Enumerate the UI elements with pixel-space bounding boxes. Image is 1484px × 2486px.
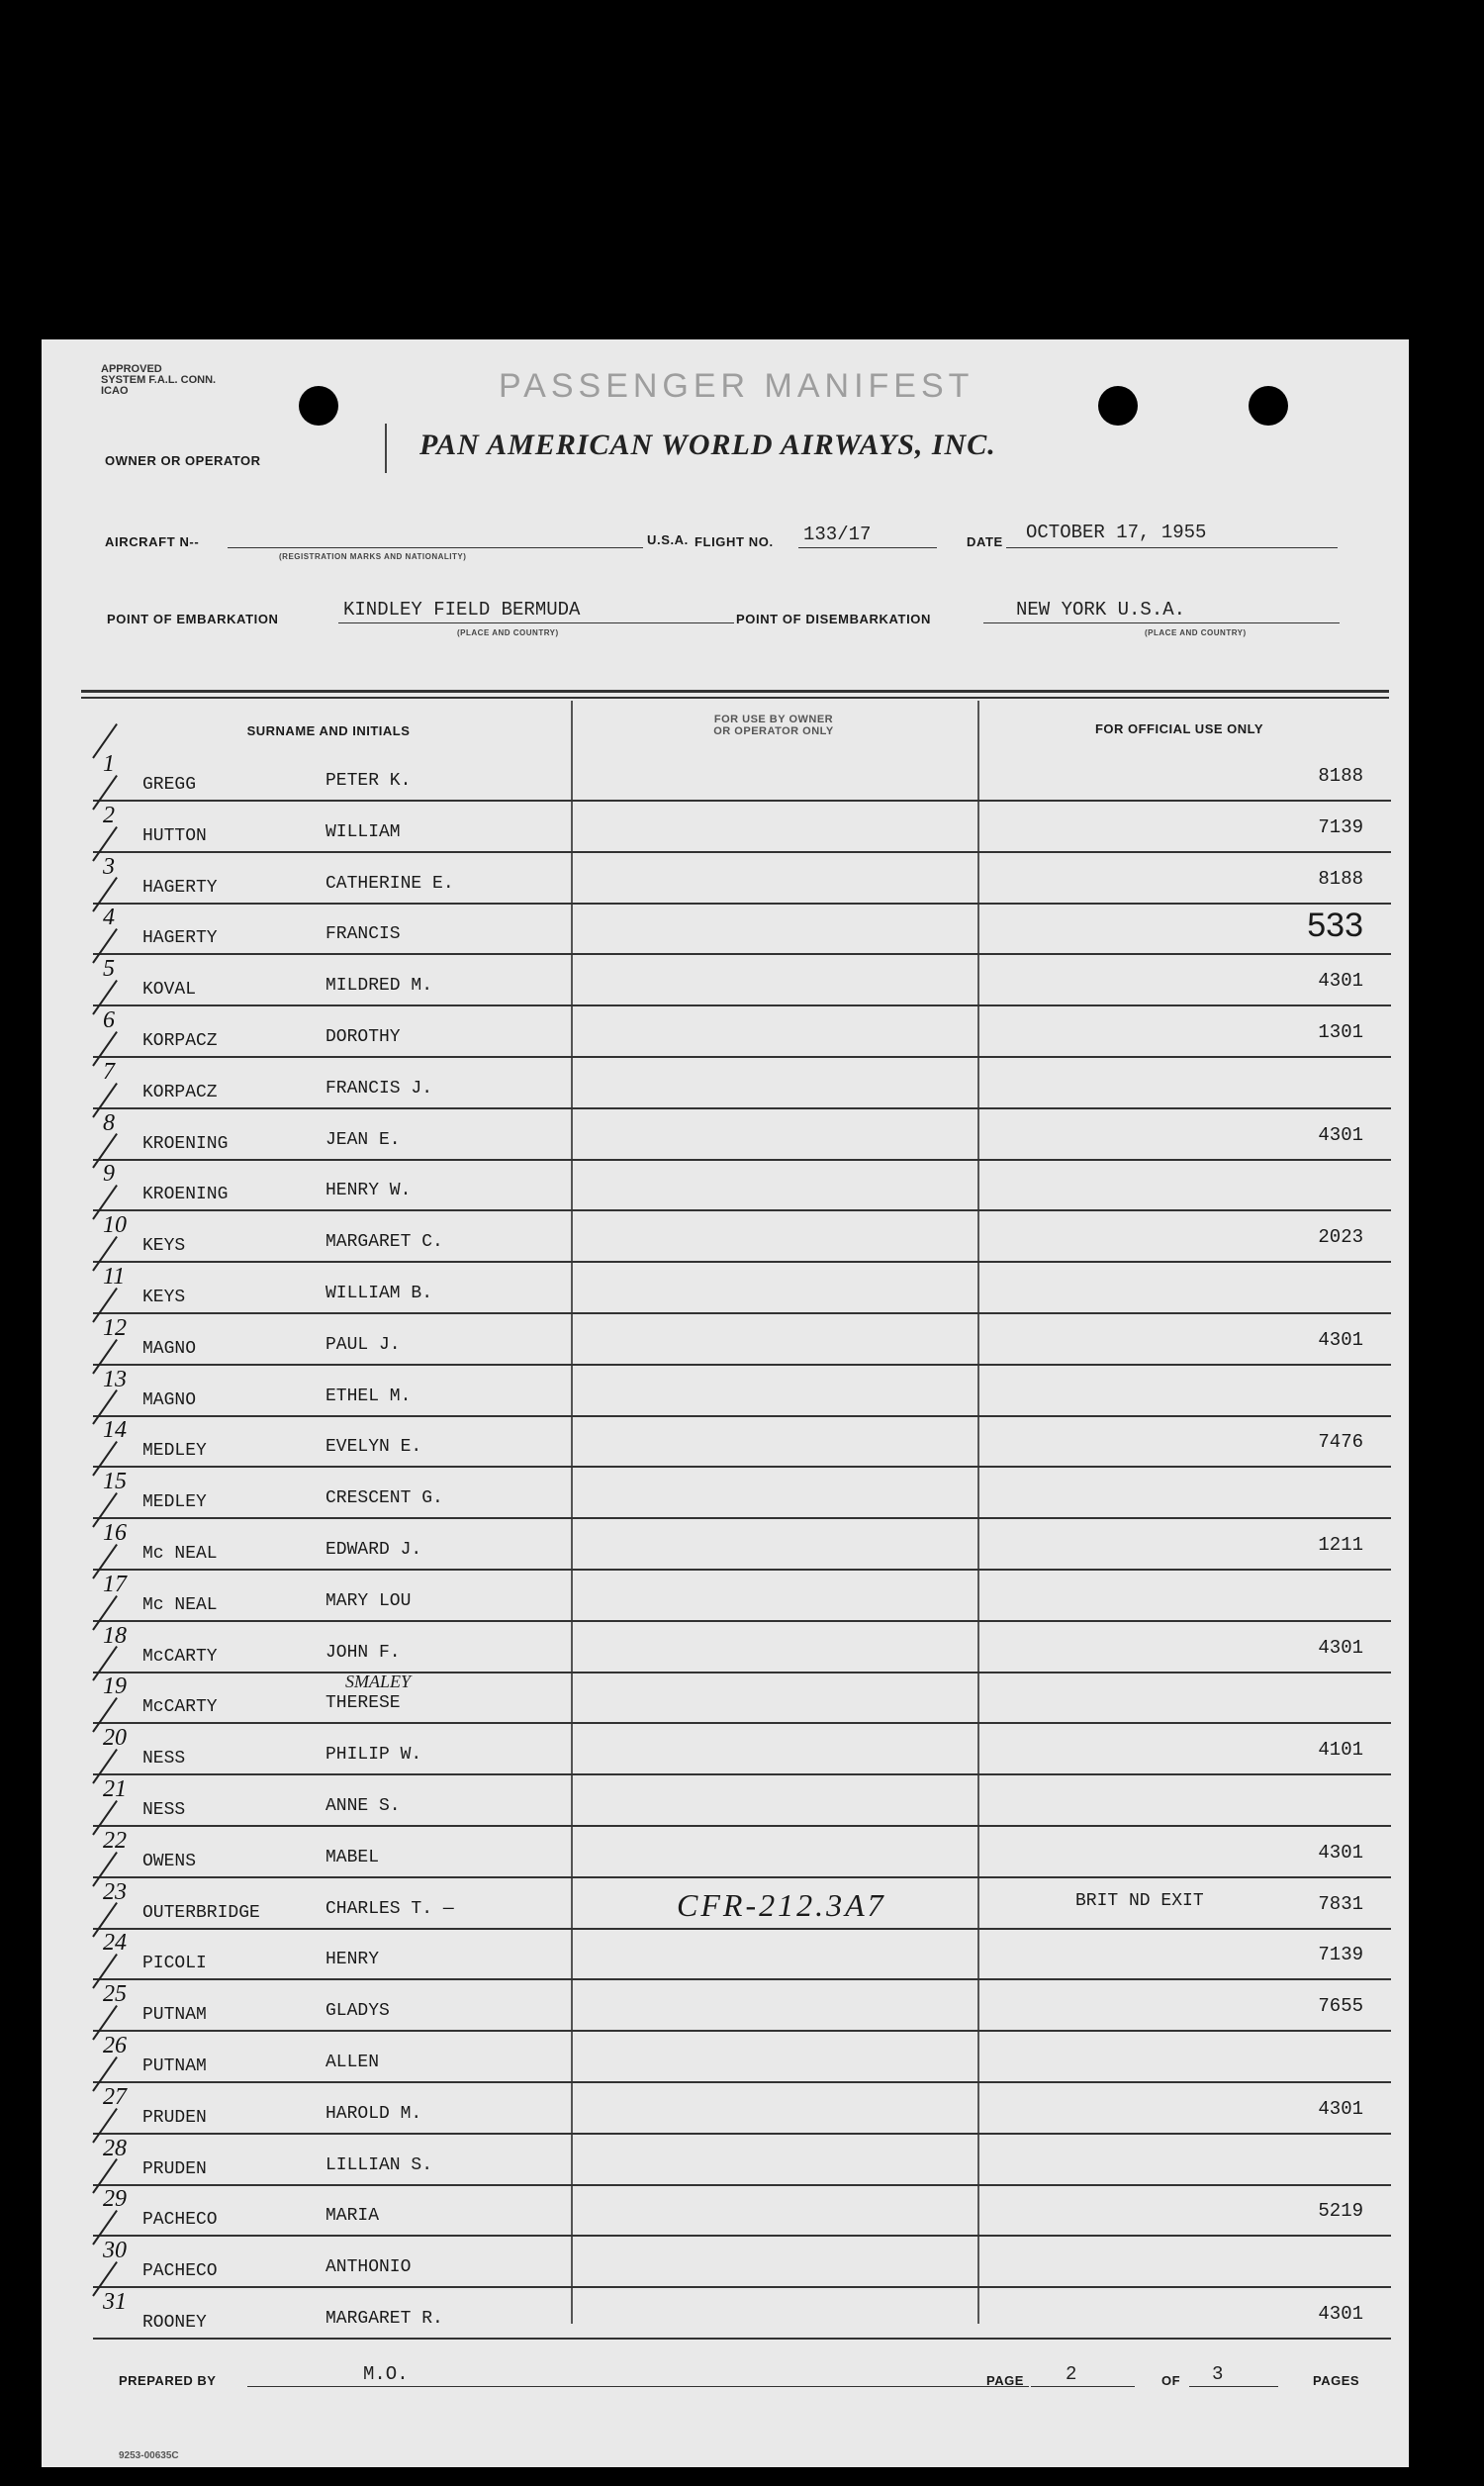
given-names: HENRY xyxy=(325,1950,380,1970)
row-rule xyxy=(93,2133,1391,2135)
given-names: CATHERINE E. xyxy=(325,873,454,894)
manifest-sheet xyxy=(42,339,1409,2467)
row-rule xyxy=(93,1466,1391,1468)
approval-stamp xyxy=(101,364,216,397)
official-code: 5219 xyxy=(1318,2200,1363,2223)
official-code: 4301 xyxy=(1318,2303,1363,2325)
row-number: 26 xyxy=(103,2033,127,2058)
row-rule xyxy=(93,2235,1391,2237)
given-names: EVELYN E. xyxy=(325,1437,422,1458)
airline-name: PAN AMERICAN WORLD AIRWAYS, INC. xyxy=(419,429,996,461)
passenger-row xyxy=(93,956,1391,1006)
surname: Mc NEAL xyxy=(142,1544,218,1564)
official-code: 7831 xyxy=(1318,1892,1363,1915)
surname: McCARTY xyxy=(142,1646,218,1667)
passenger-row xyxy=(93,803,1391,853)
disembark-value: NEW YORK U.S.A. xyxy=(1016,599,1186,621)
surname: KOVAL xyxy=(142,980,197,1001)
row-number: 7 xyxy=(103,1058,115,1085)
passenger-row xyxy=(93,1828,1391,1878)
surname: OWENS xyxy=(142,1851,197,1871)
date-underline xyxy=(1006,547,1338,548)
row-rule xyxy=(93,1876,1391,1878)
date-label: DATE xyxy=(967,534,1003,549)
row-number: 5 xyxy=(103,956,115,983)
official-code: 533 xyxy=(1307,907,1363,945)
page-label: PAGE xyxy=(986,2373,1024,2388)
surname: NESS xyxy=(142,1800,186,1820)
column-header-official: FOR OFFICIAL USE ONLY xyxy=(1094,721,1264,736)
row-number: 12 xyxy=(103,1314,127,1341)
flight-underline xyxy=(798,547,937,548)
passenger-row xyxy=(93,1572,1391,1622)
row-number: 9 xyxy=(103,1161,115,1188)
given-names: ETHEL M. xyxy=(325,1386,412,1406)
row-rule xyxy=(93,903,1391,905)
row-rule xyxy=(93,1773,1391,1775)
punch-hole xyxy=(1098,386,1138,426)
approval-line: SYSTEM F.A.L. CONN. xyxy=(101,374,217,386)
passenger-row xyxy=(93,1520,1391,1571)
surname: KEYS xyxy=(142,1288,186,1307)
passenger-row xyxy=(93,1623,1391,1673)
row-rule xyxy=(93,2081,1391,2083)
passenger-row xyxy=(93,1007,1391,1058)
row-rule xyxy=(93,1209,1391,1211)
row-number: 27 xyxy=(103,2083,127,2110)
punch-hole xyxy=(1249,386,1288,426)
given-names: ALLEN xyxy=(325,2053,380,2072)
surname: GREGG xyxy=(142,775,197,795)
row-rule xyxy=(93,1159,1391,1161)
official-code: 4301 xyxy=(1318,2097,1363,2120)
passenger-row xyxy=(93,2238,1391,2288)
row-rule xyxy=(93,1415,1391,1417)
of-label: OF xyxy=(1161,2373,1181,2388)
row-number: 21 xyxy=(103,1776,127,1802)
official-code: 2023 xyxy=(1318,1226,1363,1249)
disembark-caption: (PLACE AND COUNTRY) xyxy=(1145,628,1247,637)
prepared-label: PREPARED BY xyxy=(119,2373,217,2388)
surname: HAGERTY xyxy=(142,877,218,898)
row-rule xyxy=(93,1978,1391,1980)
row-number: 30 xyxy=(103,2238,127,2264)
surname: Mc NEAL xyxy=(142,1594,218,1615)
official-code: 8188 xyxy=(1318,867,1363,890)
flight-label: FLIGHT NO. xyxy=(695,534,774,549)
official-note: BRIT ND EXIT xyxy=(1075,1890,1204,1911)
given-names: FRANCIS J. xyxy=(325,1078,433,1099)
official-code: 1301 xyxy=(1318,1021,1363,1043)
given-names: MARGARET R. xyxy=(325,2309,443,2329)
row-number: 1 xyxy=(103,751,115,777)
row-number: 22 xyxy=(103,1827,127,1854)
column-header-name: SURNAME AND INITIALS xyxy=(246,723,411,738)
official-code: 7139 xyxy=(1318,1944,1363,1966)
embark-caption: (PLACE AND COUNTRY) xyxy=(457,628,559,637)
passenger-row xyxy=(93,2084,1391,2135)
official-code: 4301 xyxy=(1318,970,1363,993)
passenger-row xyxy=(93,1879,1391,1930)
row-rule xyxy=(93,1107,1391,1109)
given-names: WILLIAM xyxy=(325,821,401,842)
given-names: ANNE S. xyxy=(325,1796,401,1816)
row-number: 29 xyxy=(103,2186,127,2213)
passenger-row xyxy=(93,751,1391,802)
row-number: 28 xyxy=(103,2135,127,2161)
row-number: 18 xyxy=(103,1622,127,1649)
page-number: 2 xyxy=(1066,2363,1077,2385)
row-number: 25 xyxy=(103,1981,127,2008)
given-names: EDWARD J. xyxy=(325,1540,422,1560)
official-code: 8188 xyxy=(1318,765,1363,787)
surname: PACHECO xyxy=(142,2210,218,2231)
passenger-row xyxy=(93,1212,1391,1263)
surname: ROONEY xyxy=(142,2313,207,2333)
row-rule xyxy=(93,1056,1391,1058)
handwritten-note: SMALEY xyxy=(345,1672,412,1692)
row-rule xyxy=(93,1312,1391,1314)
given-names: MILDRED M. xyxy=(325,976,433,997)
given-names: MABEL xyxy=(325,1847,380,1867)
owner-label: OWNER OR OPERATOR xyxy=(105,453,261,468)
passenger-row xyxy=(93,905,1391,955)
surname: PRUDEN xyxy=(142,2158,207,2179)
row-rule xyxy=(93,2030,1391,2032)
surname: KROENING xyxy=(142,1133,229,1154)
row-number: 24 xyxy=(103,1930,127,1957)
passenger-row xyxy=(93,1110,1391,1161)
row-rule xyxy=(93,800,1391,802)
official-code: 4301 xyxy=(1318,1123,1363,1146)
row-number: 2 xyxy=(103,802,115,828)
flight-number: 133/17 xyxy=(803,524,872,545)
row-number: 19 xyxy=(103,1673,127,1700)
total-underline xyxy=(1189,2386,1278,2387)
prepared-underline xyxy=(247,2386,1029,2387)
surname: McCARTY xyxy=(142,1697,218,1718)
passenger-row xyxy=(93,854,1391,905)
passenger-row xyxy=(93,2033,1391,2083)
row-rule xyxy=(93,1517,1391,1519)
form-number: 9253-00635C xyxy=(119,2450,179,2461)
row-number: 11 xyxy=(103,1264,126,1290)
passenger-row xyxy=(93,1673,1391,1724)
row-rule xyxy=(93,1825,1391,1827)
surname: KEYS xyxy=(142,1236,186,1257)
surname: PACHECO xyxy=(142,2261,218,2282)
passenger-row xyxy=(93,2289,1391,2340)
surname: KORPACZ xyxy=(142,1031,218,1051)
row-number: 17 xyxy=(103,1571,127,1597)
flight-date: OCTOBER 17, 1955 xyxy=(1026,522,1207,543)
row-number: 3 xyxy=(103,853,115,880)
official-code: 4301 xyxy=(1318,1841,1363,1864)
row-rule xyxy=(93,1620,1391,1622)
prepared-value: M.O. xyxy=(363,2363,409,2385)
surname: PRUDEN xyxy=(142,2107,207,2128)
embark-value: KINDLEY FIELD BERMUDA xyxy=(343,599,581,621)
given-names: PETER K. xyxy=(325,771,412,791)
given-names: CRESCENT G. xyxy=(325,1488,443,1509)
registration-caption: (REGISTRATION MARKS AND NATIONALITY) xyxy=(279,552,467,561)
surname: KORPACZ xyxy=(142,1082,218,1102)
given-names: ANTHONIO xyxy=(325,2257,412,2278)
row-rule xyxy=(93,2286,1391,2288)
surname: MAGNO xyxy=(142,1338,197,1359)
approval-line: APPROVED xyxy=(101,363,162,375)
usa-label: U.S.A. xyxy=(647,532,689,547)
given-names: DOROTHY xyxy=(325,1027,401,1047)
passenger-row xyxy=(93,2136,1391,2186)
passenger-row xyxy=(93,1981,1391,2032)
row-number: 31 xyxy=(103,2289,127,2315)
given-names: JOHN F. xyxy=(325,1642,401,1663)
punch-hole xyxy=(299,386,338,426)
row-number: 14 xyxy=(103,1417,127,1444)
column-header-owner-use-line: FOR USE BY OWNER xyxy=(713,714,834,725)
table-top-rule xyxy=(81,697,1389,699)
passenger-row xyxy=(93,1161,1391,1211)
surname: HAGERTY xyxy=(142,928,218,949)
official-code: 4301 xyxy=(1318,1328,1363,1351)
given-names: FRANCIS xyxy=(325,924,401,945)
passenger-row xyxy=(93,1725,1391,1775)
row-number: 10 xyxy=(103,1212,127,1239)
column-header-owner-use-line: OR OPERATOR ONLY xyxy=(713,725,834,737)
official-code: 4301 xyxy=(1318,1636,1363,1659)
official-code: 4101 xyxy=(1318,1739,1363,1762)
given-names: PHILIP W. xyxy=(325,1745,422,1766)
form-title: PASSENGER MANIFEST xyxy=(499,367,974,405)
official-code: 7655 xyxy=(1318,1995,1363,2018)
given-names: MARGARET C. xyxy=(325,1232,443,1253)
row-rule xyxy=(93,851,1391,853)
row-number: 23 xyxy=(103,1878,127,1905)
passenger-row xyxy=(93,1367,1391,1417)
given-names: PAUL J. xyxy=(325,1334,401,1355)
row-rule xyxy=(93,1004,1391,1006)
surname: HUTTON xyxy=(142,825,207,846)
passenger-row xyxy=(93,1417,1391,1468)
given-names: JEAN E. xyxy=(325,1129,401,1150)
row-rule xyxy=(93,1261,1391,1263)
passenger-row xyxy=(93,1469,1391,1519)
pages-label: PAGES xyxy=(1313,2373,1360,2388)
row-number: 13 xyxy=(103,1366,127,1392)
row-number: 8 xyxy=(103,1109,115,1136)
given-names: MARIA xyxy=(325,2206,380,2227)
given-names: HENRY W. xyxy=(325,1181,412,1201)
disembark-label: POINT OF DISEMBARKATION xyxy=(736,612,931,626)
row-rule xyxy=(93,1569,1391,1571)
row-number: 20 xyxy=(103,1725,127,1752)
row-rule xyxy=(93,1672,1391,1673)
row-rule xyxy=(93,1722,1391,1724)
passenger-row xyxy=(93,1264,1391,1314)
given-names: LILLIAN S. xyxy=(325,2154,433,2175)
row-number: 15 xyxy=(103,1469,127,1495)
surname: MEDLEY xyxy=(142,1492,207,1513)
page-total: 3 xyxy=(1212,2363,1224,2385)
owner-use-note: CFR-212.3A7 xyxy=(677,1886,886,1923)
owner-divider xyxy=(385,424,387,473)
passenger-row xyxy=(93,1776,1391,1827)
surname: OUTERBRIDGE xyxy=(142,1902,260,1923)
official-code: 1211 xyxy=(1318,1534,1363,1556)
embark-label: POINT OF EMBARKATION xyxy=(107,612,279,626)
embark-underline xyxy=(338,622,734,623)
aircraft-label: AIRCRAFT N-- xyxy=(105,534,200,549)
surname: MEDLEY xyxy=(142,1441,207,1462)
row-rule xyxy=(93,1364,1391,1366)
row-rule xyxy=(93,2184,1391,2186)
passenger-row xyxy=(93,1315,1391,1366)
approval-line: ICAO xyxy=(101,385,129,397)
given-names: GLADYS xyxy=(325,2001,390,2022)
surname: NESS xyxy=(142,1749,186,1769)
row-number: 6 xyxy=(103,1007,115,1033)
row-number: 4 xyxy=(103,905,115,931)
given-names: HAROLD M. xyxy=(325,2103,422,2124)
row-rule xyxy=(93,2338,1391,2340)
passenger-row xyxy=(93,1930,1391,1980)
aircraft-underline xyxy=(228,547,643,548)
official-code: 7476 xyxy=(1318,1431,1363,1454)
surname: PUTNAM xyxy=(142,2056,207,2076)
surname: MAGNO xyxy=(142,1389,197,1410)
given-names: MARY LOU xyxy=(325,1590,412,1611)
table-top-rule xyxy=(81,690,1389,693)
surname: PICOLI xyxy=(142,1954,207,1974)
row-rule xyxy=(93,1928,1391,1930)
passenger-row xyxy=(93,1059,1391,1109)
surname: KROENING xyxy=(142,1185,229,1205)
row-rule xyxy=(93,953,1391,955)
given-names: WILLIAM B. xyxy=(325,1284,433,1303)
surname: PUTNAM xyxy=(142,2005,207,2026)
official-code: 7139 xyxy=(1318,815,1363,838)
disembark-underline xyxy=(983,622,1340,623)
row-number: 16 xyxy=(103,1520,127,1546)
page-underline xyxy=(1031,2386,1135,2387)
column-header-owner-use xyxy=(635,714,912,737)
passenger-row xyxy=(93,2186,1391,2237)
given-names: CHARLES T. — xyxy=(325,1898,454,1919)
given-names: THERESE xyxy=(325,1693,401,1714)
